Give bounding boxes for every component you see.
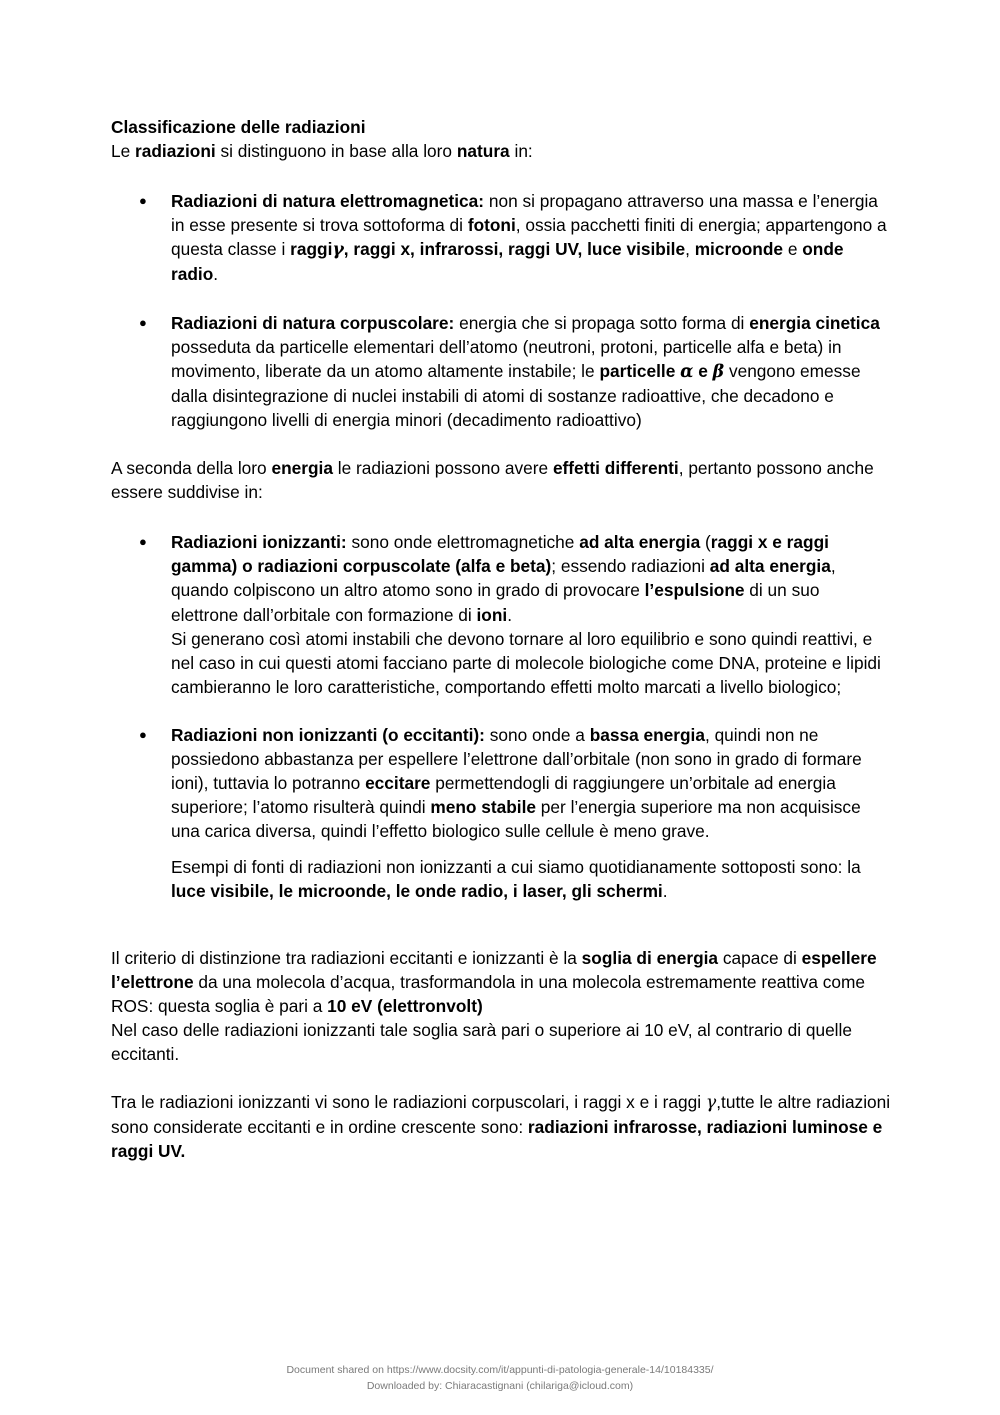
criterion-paragraph: Il criterio di distinzione tra radiazioni eccitanti e ionizzanti è la soglia di energia capace di espellere l’elettrone da una molecola d’acqua, trasformandola in una molecola estremamente reattiva come ROS: questa soglia è pari a 10 eV (elettronvolt) Nel caso delle radiazioni ionizzanti tale soglia sarà pari o superiore ai 10 eV, al contrario di quelle eccitanti. [111, 947, 877, 1064]
bullet-icon: ● [139, 314, 147, 330]
examples-paragraph: Esempi di fonti di radiazioni non ionizzanti a cui siamo quotidianamente sottoposti sono: la luce visibile, le microonde, le onde radio, i laser, gli schermi. [171, 857, 861, 902]
list-item: ● Radiazioni non ionizzanti (o eccitanti): sono onde a bassa energia, quindi non ne possiedono abbastanza per espellere l’elettrone dall’orbitale (non sono in grado di formare ioni), tuttavia lo potranno eccitare permettendogli di raggiungere un’orbitale ad energia superiore; l’atomo risulterà quindi meno stabile per l’energia superiore ma non acquisisce una carica diversa, quindi l’effetto biologico sulle cellule è meno grave. Esempi di fonti di radiazioni non ionizzanti a cui siamo quotidianamente sottoposti sono: la luce visibile, le microonde, le onde radio, i laser, gli schermi. [111, 723, 891, 904]
footer-download-line: Downloaded by: Chiaracastignani (chilariga@icloud.com) [366, 1380, 634, 1392]
closing-paragraph: Tra le radiazioni ionizzanti vi sono le radiazioni corpuscolari, i raggi x e i raggi γ,tutte le altre radiazioni sono considerate eccitanti e in ordine crescente sono: radiazioni infrarosse, radiazioni luminose e raggi UV. [111, 1092, 891, 1162]
bullet-icon: ● [139, 726, 147, 742]
intro-paragraph: Le radiazioni si distinguono in base alla loro natura in: [111, 141, 533, 162]
section-title: Classificazione delle radiazioni [111, 117, 366, 137]
page-footer [0, 1362, 1000, 1394]
bullet-icon: ● [139, 534, 147, 550]
energy-list [111, 530, 891, 903]
nature-list [111, 189, 891, 432]
list-item: ● Radiazioni ionizzanti: sono onde elettromagnetiche ad alta energia (raggi x e raggi gamma) o radiazioni corpuscolate (alfa e beta); essendo radiazioni ad alta energia, quando colpiscono un altro atomo sono in grado di provocare l’espulsione di un suo elettrone dall’orbitale con formazione di ioni. Si generano così atomi instabili che devono tornare al loro equilibrio e sono quindi reattivi, e nel caso in cui questi atomi facciano parte di molecole biologiche come DNA, proteine e lipidi cambieranno le loro caratteristiche, comportando effetti molto marcati a livello biologico; [139, 532, 881, 697]
footer-share-line: Document shared on https://www.docsity.com/it/appunti-di-patologia-generale-14/10184335/ [286, 1364, 714, 1376]
list-item: ● Radiazioni di natura elettromagnetica: non si propagano attraverso una massa e l’energia in esse presente si trova sottoforma di fotoni, ossia pacchetti finiti di energia; appartengono a questa classe i raggiγ, raggi x, infrarossi, raggi UV, luce visibile, microonde e onde radio. [139, 191, 887, 285]
energy-intro-paragraph: A seconda della loro energia le radiazioni possono avere effetti differenti, pertanto possono anche essere suddivise in: [111, 458, 874, 503]
bullet-icon: ● [139, 193, 147, 209]
list-item: ● Radiazioni di natura corpuscolare: energia che si propaga sotto forma di energia cinetica posseduta da particelle elementari dell’atomo (neutroni, protoni, particelle alfa e beta) in movimento, liberate da un atomo altamente instabile; le particelle α e β vengono emesse dalla disintegrazione di nuclei instabili di atomi di sostanze radioattive, che decadono e raggiungono livelli di energia minori (decadimento radioattivo) [139, 312, 880, 430]
document-body [111, 115, 891, 1163]
